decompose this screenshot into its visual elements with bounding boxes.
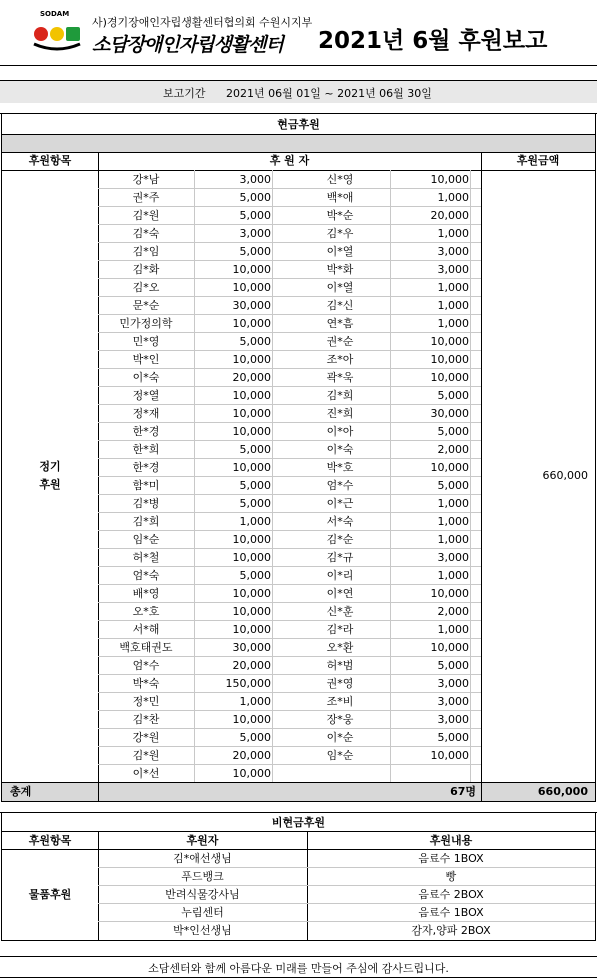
donor-amount: 2,000 — [437, 443, 469, 456]
center-name: 소담장애인자립생활센터 — [92, 34, 283, 56]
donor-name: 이*열 — [326, 281, 354, 294]
donor-amount: 1,000 — [239, 515, 271, 528]
donor-name: 한*경 — [132, 425, 160, 438]
donor-name: 장*웅 — [326, 713, 354, 726]
donor-amount: 10,000 — [232, 605, 271, 618]
grid-line — [0, 80, 597, 81]
grid-line — [98, 831, 99, 941]
donor-name: 김*규 — [326, 551, 354, 564]
grid-line — [98, 548, 481, 549]
grid-line — [2, 849, 595, 850]
noncash-donor: 반려식물강사님 — [165, 888, 240, 901]
grid-line — [1, 113, 2, 802]
grid-line — [2, 152, 595, 153]
grid-line — [98, 903, 595, 904]
donor-amount: 3,000 — [239, 173, 271, 186]
donor-name: 김*찬 — [132, 713, 160, 726]
grid-line — [98, 692, 481, 693]
grid-line — [98, 566, 481, 567]
donor-name: 한*희 — [132, 443, 160, 456]
report-title: 2021년 6월 후원보고 — [318, 28, 548, 54]
logo-text: SODAM — [40, 10, 70, 18]
donor-amount: 30,000 — [430, 407, 469, 420]
total-amount: 660,000 — [537, 785, 588, 798]
donor-name: 임*순 — [132, 533, 160, 546]
donor-amount: 3,000 — [437, 245, 469, 258]
noncash-category: 물품후원 — [28, 888, 72, 901]
donor-amount: 10,000 — [232, 389, 271, 402]
donor-amount: 3,000 — [437, 263, 469, 276]
donor-amount: 5,000 — [239, 479, 271, 492]
grid-line — [98, 728, 481, 729]
donor-name: 함*미 — [132, 479, 160, 492]
grid-line — [98, 494, 481, 495]
donor-amount: 5,000 — [437, 425, 469, 438]
donor-amount: 10,000 — [430, 461, 469, 474]
grid-line — [98, 206, 481, 207]
donor-amount: 20,000 — [232, 749, 271, 762]
donor-amount: 2,000 — [437, 605, 469, 618]
cash-col-category: 후원항목 — [28, 154, 72, 167]
noncash-donor: 푸드뱅크 — [181, 870, 224, 883]
donor-name: 오*환 — [326, 641, 354, 654]
donor-name: 김*오 — [132, 281, 160, 294]
grid-line — [98, 332, 481, 333]
grid-line — [0, 113, 597, 114]
noncash-col-donor: 후원자 — [186, 834, 219, 847]
cash-title: 현금후원 — [277, 118, 320, 131]
grid-line — [98, 242, 481, 243]
donor-name: 서*숙 — [326, 515, 354, 528]
donor-amount: 1,000 — [437, 227, 469, 240]
donor-name: 김*병 — [132, 497, 160, 510]
cash-col-donor: 후 원 자 — [269, 154, 310, 167]
donor-amount: 5,000 — [239, 191, 271, 204]
cash-amount-value: 660,000 — [542, 469, 588, 482]
donor-name: 엄*수 — [132, 659, 160, 672]
donor-name: 김*우 — [326, 227, 354, 240]
donor-amount: 10,000 — [232, 767, 271, 780]
donor-amount: 10,000 — [232, 623, 271, 636]
donor-amount: 5,000 — [437, 479, 469, 492]
donor-amount: 1,000 — [437, 515, 469, 528]
donor-amount: 10,000 — [232, 425, 271, 438]
donor-amount: 5,000 — [437, 659, 469, 672]
noncash-donor: 박*인선생님 — [173, 924, 232, 937]
donor-name: 이*근 — [326, 497, 354, 510]
donor-name: 민가정의학 — [119, 317, 173, 330]
donor-name: 박*호 — [326, 461, 354, 474]
donor-amount: 1,000 — [437, 623, 469, 636]
donor-name: 곽*욱 — [326, 371, 354, 384]
donor-name: 이*순 — [326, 731, 354, 744]
noncash-content: 빵 — [445, 870, 457, 883]
grid-line — [98, 296, 481, 297]
donor-amount: 3,000 — [437, 695, 469, 708]
donor-amount: 10,000 — [232, 317, 271, 330]
cash-spacer-row — [2, 134, 595, 152]
donor-name: 한*경 — [132, 461, 160, 474]
donor-name: 신*영 — [326, 173, 354, 186]
donor-name: 민*영 — [132, 335, 160, 348]
noncash-donor: 누림센터 — [181, 906, 224, 919]
cash-col-amount: 후원금액 — [516, 154, 560, 167]
grid-line — [98, 620, 481, 621]
cash-category-line1: 정기 — [39, 460, 61, 473]
donor-amount: 10,000 — [232, 551, 271, 564]
donor-amount: 10,000 — [232, 533, 271, 546]
grid-line — [98, 386, 481, 387]
donor-name: 진*희 — [326, 407, 354, 420]
donor-name: 김*순 — [326, 533, 354, 546]
grid-line — [98, 710, 481, 711]
donor-amount: 1,000 — [437, 569, 469, 582]
grid-line — [194, 170, 195, 782]
donor-amount: 3,000 — [239, 227, 271, 240]
grid-line — [98, 476, 481, 477]
donor-name: 김*원 — [132, 749, 160, 762]
donor-amount: 3,000 — [437, 713, 469, 726]
donor-name: 김*신 — [326, 299, 354, 312]
grid-line — [2, 134, 595, 135]
grid-line — [98, 674, 481, 675]
donor-name: 서*해 — [132, 623, 160, 636]
donor-name: 이*리 — [326, 569, 354, 582]
grid-line — [98, 746, 481, 747]
donor-name: 박*인 — [132, 353, 160, 366]
donor-name: 김*화 — [132, 263, 160, 276]
donor-amount: 10,000 — [232, 263, 271, 276]
grid-line — [2, 801, 595, 802]
grid-line — [2, 170, 595, 171]
donor-amount: 5,000 — [239, 569, 271, 582]
donor-name: 김*숙 — [132, 227, 160, 240]
period-label: 보고기간 — [163, 87, 206, 100]
donor-amount: 5,000 — [437, 731, 469, 744]
grid-line — [98, 314, 481, 315]
grid-line — [98, 422, 481, 423]
period-range: 2021년 06월 01일 ~ 2021년 06월 30일 — [226, 87, 432, 100]
donor-name: 오*호 — [132, 605, 160, 618]
donor-amount: 150,000 — [225, 677, 271, 690]
grid-line — [98, 530, 481, 531]
donor-name: 허*철 — [132, 551, 160, 564]
grid-line — [98, 440, 481, 441]
grid-line — [98, 350, 481, 351]
donor-name: 연*흠 — [326, 317, 354, 330]
donor-amount: 1,000 — [437, 281, 469, 294]
donor-amount: 10,000 — [232, 461, 271, 474]
grid-line — [272, 170, 273, 782]
grid-line — [98, 458, 481, 459]
noncash-col-category: 후원항목 — [28, 834, 72, 847]
grid-line — [98, 278, 481, 279]
grid-line — [98, 602, 481, 603]
donor-name: 권*주 — [132, 191, 160, 204]
donor-amount: 10,000 — [430, 749, 469, 762]
donor-name: 허*범 — [326, 659, 354, 672]
donor-name: 강*원 — [132, 731, 160, 744]
donor-name: 박*숙 — [132, 677, 160, 690]
donor-name: 이*선 — [132, 767, 160, 780]
grid-line — [98, 921, 595, 922]
donor-name: 이*연 — [326, 587, 354, 600]
donor-name: 이*숙 — [132, 371, 160, 384]
donor-name: 임*순 — [326, 749, 354, 762]
donor-name: 박*화 — [326, 263, 354, 276]
donor-name: 이*아 — [326, 425, 354, 438]
donor-amount: 5,000 — [239, 443, 271, 456]
donor-name: 이*열 — [326, 245, 354, 258]
donor-name: 백호태권도 — [119, 641, 173, 654]
noncash-content: 감자,양파 2BOX — [411, 924, 491, 937]
donor-name: 조*아 — [326, 353, 354, 366]
donor-name: 김*희 — [132, 515, 160, 528]
donor-name: 신*훈 — [326, 605, 354, 618]
donor-name: 박*순 — [326, 209, 354, 222]
cash-category-line2: 후원 — [39, 478, 61, 491]
grid-line — [98, 224, 481, 225]
donor-amount: 3,000 — [437, 551, 469, 564]
grid-line — [1, 812, 2, 941]
donor-name: 엄*수 — [326, 479, 354, 492]
donor-amount: 10,000 — [430, 335, 469, 348]
donor-name: 이*숙 — [326, 443, 354, 456]
donor-amount: 20,000 — [430, 209, 469, 222]
donor-amount: 10,000 — [430, 173, 469, 186]
grid-line — [307, 831, 308, 941]
donor-amount: 30,000 — [232, 299, 271, 312]
donor-amount: 30,000 — [232, 641, 271, 654]
donor-name: 정*민 — [132, 695, 160, 708]
donor-amount: 1,000 — [437, 497, 469, 510]
donor-amount: 5,000 — [239, 245, 271, 258]
donor-amount: 20,000 — [232, 371, 271, 384]
grid-line — [98, 885, 595, 886]
grid-line — [98, 368, 481, 369]
organization-name: 사)경기장애인자립생활센터협의회 수원시지부 — [92, 16, 313, 29]
donor-amount: 10,000 — [232, 353, 271, 366]
grid-line — [98, 404, 481, 405]
donor-name: 김*원 — [132, 209, 160, 222]
noncash-title: 비현금후원 — [271, 816, 326, 829]
donor-amount: 10,000 — [430, 371, 469, 384]
donor-name: 김*라 — [326, 623, 354, 636]
donor-name: 김*임 — [132, 245, 160, 258]
grid-line — [595, 113, 596, 802]
donor-amount: 1,000 — [437, 191, 469, 204]
total-label: 총계 — [10, 785, 32, 798]
noncash-content: 음료수 2BOX — [418, 888, 484, 901]
grid-line — [390, 170, 391, 782]
grid-line — [595, 812, 596, 941]
donor-name: 엄*숙 — [132, 569, 160, 582]
grid-line — [2, 831, 595, 832]
donor-amount: 5,000 — [239, 335, 271, 348]
donor-amount: 1,000 — [437, 317, 469, 330]
grid-line — [2, 940, 595, 941]
donor-amount: 20,000 — [232, 659, 271, 672]
grid-line — [0, 812, 597, 813]
grid-line — [470, 170, 471, 782]
donor-amount: 1,000 — [437, 299, 469, 312]
grid-line — [0, 956, 597, 957]
donor-name: 권*영 — [326, 677, 354, 690]
grid-line — [481, 152, 482, 801]
grid-line — [98, 867, 595, 868]
noncash-donor: 김*애선생님 — [173, 852, 232, 865]
grid-line — [98, 764, 481, 765]
footer-message: 소담센터와 함께 아름다운 미래를 만들어 주심에 감사드립니다. — [148, 962, 449, 975]
donor-amount: 5,000 — [437, 389, 469, 402]
donor-name: 김*희 — [326, 389, 354, 402]
grid-line — [98, 656, 481, 657]
donor-amount: 5,000 — [239, 731, 271, 744]
donor-name: 정*재 — [132, 407, 160, 420]
donor-amount: 10,000 — [430, 641, 469, 654]
grid-line — [98, 512, 481, 513]
donor-amount: 10,000 — [430, 587, 469, 600]
donor-amount: 1,000 — [239, 695, 271, 708]
donor-name: 백*애 — [326, 191, 354, 204]
grid-line — [98, 584, 481, 585]
donor-amount: 10,000 — [232, 407, 271, 420]
noncash-content: 음료수 1BOX — [418, 906, 484, 919]
donor-name: 강*남 — [132, 173, 160, 186]
donor-amount: 5,000 — [239, 497, 271, 510]
sodam-logo-icon — [32, 12, 82, 52]
donor-name: 권*순 — [326, 335, 354, 348]
donor-amount: 10,000 — [232, 587, 271, 600]
donor-amount: 1,000 — [437, 533, 469, 546]
donor-amount: 10,000 — [232, 713, 271, 726]
donor-amount: 5,000 — [239, 209, 271, 222]
grid-line — [98, 260, 481, 261]
grid-line — [98, 188, 481, 189]
grid-line — [98, 638, 481, 639]
donor-amount: 3,000 — [437, 677, 469, 690]
donor-name: 배*영 — [132, 587, 160, 600]
donor-name: 문*순 — [132, 299, 160, 312]
noncash-col-content: 후원내용 — [429, 834, 473, 847]
noncash-content: 음료수 1BOX — [418, 852, 484, 865]
grid-line — [2, 782, 595, 783]
total-count: 67명 — [450, 785, 476, 798]
donor-name: 조*비 — [326, 695, 354, 708]
donor-amount: 10,000 — [232, 281, 271, 294]
donor-name: 정*열 — [132, 389, 160, 402]
donor-amount: 10,000 — [430, 353, 469, 366]
